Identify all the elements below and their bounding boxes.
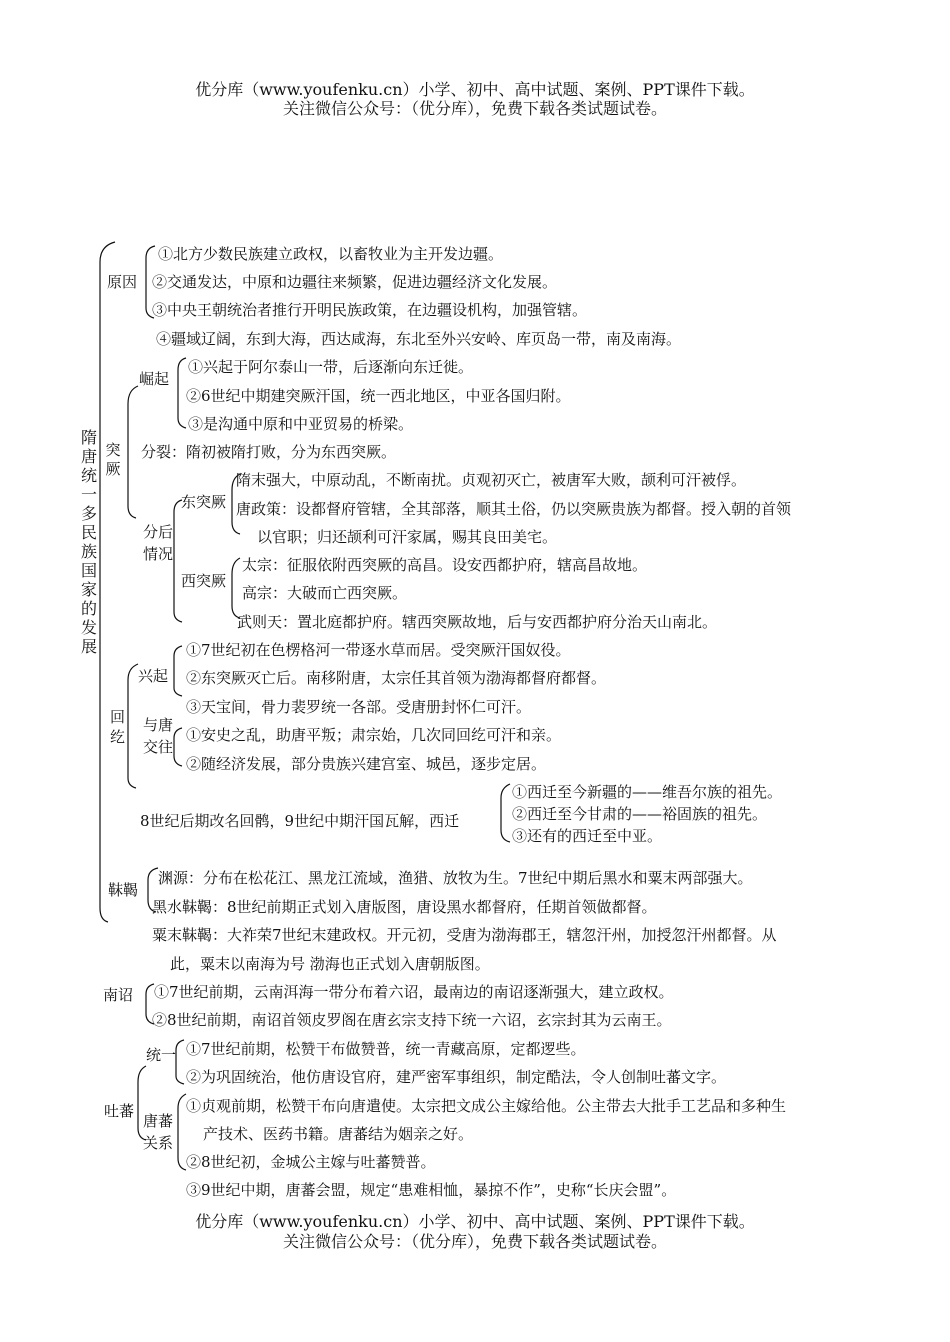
huihe-contact-2: ②随经济发展，部分贵族兴建宫室、城邑，逐步定居。 <box>186 755 547 773</box>
west-tujue-1: 太宗：征服依附西突厥的高昌。设安西都护府，辖高昌故地。 <box>242 556 648 574</box>
tujue-label: 突 厥 <box>105 441 121 478</box>
tujue-after-label: 分后 情况 <box>143 523 174 563</box>
huihe-rise-2: ②东突厥灭亡后。南移附唐，太宗任其首领为渤海都督府都督。 <box>186 669 607 687</box>
tujue-rise-1: ①兴起于阿尔泰山一带，后逐渐向东迁徙。 <box>188 358 474 376</box>
tubo-unify-2: ②为巩固统治，他仿唐设官府，建严密军事组织，制定酷法，令人创制吐蕃文字。 <box>186 1068 727 1086</box>
yuanyin-item-2: ②交通发达，中原和边疆往来频繁，促进边疆经济文化发展。 <box>152 273 558 291</box>
huihe-west-1: ①西迁至今新疆的——维吾尔族的祖先。 <box>512 783 783 801</box>
huihe-rise-3: ③天宝间，骨力裴罗统一各部。受唐册封怀仁可汗。 <box>186 698 532 716</box>
footer-line-1: 优分库（www.youfenku.cn）小学、初中、高中试题、案例、PPT课件下载。 <box>195 1212 755 1231</box>
tubo-relation-label: 唐蕃 关系 <box>143 1112 174 1152</box>
west-bracket <box>232 558 240 618</box>
tubo-relation-3: ②8世纪初，金城公主嫁与吐蕃赞普。 <box>186 1153 436 1171</box>
tubo-label: 吐蕃 <box>104 1102 135 1120</box>
tujue-rise-label: 崛起 <box>139 370 170 388</box>
main-title: 隋 唐 统 一 多 民 族 国 家 的 发 展 <box>80 428 97 656</box>
tujue-rise-2: ②6世纪中期建突厥汗国，统一西北地区，中亚各国归附。 <box>186 387 571 405</box>
tubo-relation-1: ①贞观前期，松赞干布向唐遣使。太宗把文成公主嫁给他。公主带去大批手工艺品和多种生 <box>186 1097 787 1115</box>
huihe-bracket <box>128 664 138 788</box>
huihe-later: 8世纪后期改名回鹘，9世纪中期汗国瓦解，西迁 <box>140 812 460 830</box>
tubo-relation-bracket <box>178 1094 186 1170</box>
header-line-1: 优分库（www.youfenku.cn）小学、初中、高中试题、案例、PPT课件下载。 <box>195 80 755 99</box>
huihe-rise-1: ①7世纪初在色楞格河一带逐水草而居。受突厥汗国奴役。 <box>186 641 571 659</box>
after-bracket <box>174 500 182 622</box>
nanzhao-item-1: ①7世纪前期，云南洱海一带分布着六诏，最南边的南诏逐渐强大，建立政权。 <box>154 983 674 1001</box>
huihe-contact-label: 与唐 交往 <box>143 716 174 756</box>
tubo-unify-bracket <box>176 1040 184 1084</box>
mohe-sumo-1: 粟末靺鞨：大祚荣7世纪末建政权。开元初，受唐为渤海郡王，辖忽汗州，加授忽汗州都督。从 <box>152 926 777 944</box>
main-bracket <box>100 242 115 922</box>
tubo-relation-2: 产技术、医药书籍。唐蕃结为姻亲之好。 <box>203 1125 474 1143</box>
west-tujue-3: 武则天：置北庭都护府。辖西突厥故地，后与安西都护府分治天山南北。 <box>237 613 718 631</box>
east-tujue-3: 以官职；归还颉利可汗家属，赐其良田美宅。 <box>257 528 558 546</box>
huihe-contact-bracket <box>174 728 182 766</box>
rise-bracket <box>178 358 186 428</box>
huihe-rise-label: 兴起 <box>138 667 169 685</box>
mohe-item-2: 黑水靺鞨：8世纪前期正式划入唐版图，唐设黑水都督府，任期首领做都督。 <box>152 898 657 916</box>
huihe-rise-bracket <box>174 646 182 696</box>
east-tujue-2: 唐政策：设都督府管辖，全其部落，顺其土俗，仍以突厥贵族为都督。授入朝的首领 <box>236 500 792 518</box>
tujue-split: 分裂：隋初被隋打败，分为东西突厥。 <box>141 443 397 461</box>
mohe-sumo-2: 此，粟末以南海为号 渤海也正式划入唐朝版图。 <box>170 955 490 973</box>
yuanyin-label: 原因 <box>107 273 138 291</box>
nanzhao-label: 南诏 <box>103 986 134 1004</box>
huihe-west-3: ③还有的西迁至中亚。 <box>512 827 663 845</box>
west-tujue-2: 高宗：大破而亡西突厥。 <box>242 584 408 602</box>
xiqian-bracket <box>501 784 510 842</box>
huihe-label: 回 纥 <box>110 708 126 746</box>
huihe-contact-1: ①安史之乱，助唐平叛；肃宗始，几次同回纥可汗和亲。 <box>186 726 562 744</box>
nanzhao-item-2: ②8世纪前期，南诏首领皮罗阁在唐玄宗支持下统一六诏，玄宗封其为云南王。 <box>152 1011 672 1029</box>
header-line-2: 关注微信公众号：（优分库），免费下载各类试题试卷。 <box>282 99 667 118</box>
yuanyin-item-1: ①北方少数民族建立政权，以畜牧业为主开发边疆。 <box>158 245 504 263</box>
tujue-rise-3: ③是沟通中原和中亚贸易的桥梁。 <box>188 415 414 433</box>
tubo-unify-1: ①7世纪前期，松赞干布做赞普，统一青藏高原，定都逻些。 <box>186 1040 586 1058</box>
mohe-item-1: 渊源：分布在松花江、黑龙江流域，渔猎、放牧为生。7世纪中期后黑水和粟末两部强大。 <box>158 869 753 887</box>
tubo-unify-label: 统一 <box>146 1046 177 1064</box>
yuanyin-item-4: ④疆域辽阔，东到大海，西达咸海，东北至外兴安岭、库页岛一带，南及南海。 <box>156 330 682 348</box>
east-tujue-label: 东突厥 <box>181 493 227 511</box>
yuanyin-item-3: ③中央王朝统治者推行开明民族政策，在边疆设机构，加强管辖。 <box>152 301 588 319</box>
huihe-west-2: ②西迁至今甘肃的——裕固族的祖先。 <box>512 805 768 823</box>
tubo-relation-4: ③9世纪中期，唐蕃会盟，规定“患难相恤，暴掠不作”，史称“长庆会盟”。 <box>186 1181 677 1199</box>
tujue-bracket <box>128 386 138 518</box>
mohe-label: 靺鞨 <box>108 881 139 899</box>
east-tujue-1: 隋末强大，中原动乱，不断南扰。贞观初灭亡，被唐军大败，颉利可汗被俘。 <box>236 471 747 489</box>
west-tujue-label: 西突厥 <box>181 572 227 590</box>
footer-line-2: 关注微信公众号：（优分库），免费下载各类试题试卷。 <box>282 1232 667 1251</box>
